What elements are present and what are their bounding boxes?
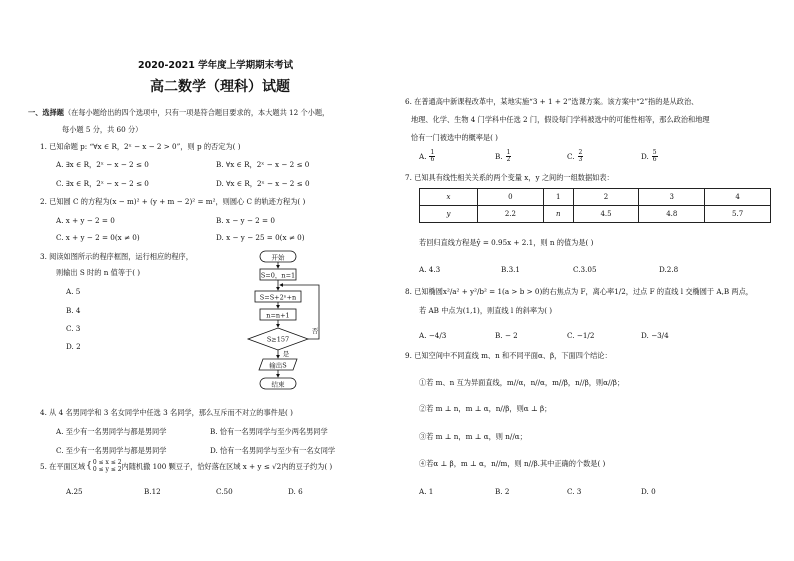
q5-stem-pre: 5. 在平面区域 bbox=[40, 462, 86, 472]
q6-d-den: 6 bbox=[652, 156, 657, 163]
table-cell: 1 bbox=[543, 189, 573, 206]
flow-yes-label: 是 bbox=[282, 350, 290, 358]
q7-data-table bbox=[419, 188, 771, 223]
q4-option-a: A. 至少有一名男同学与都是男同学 bbox=[56, 427, 167, 436]
section1-intro: （在每小题给出的四个选项中，只有一项是符合题目要求的，本大题共 12 个小题， bbox=[63, 108, 330, 117]
flow-condition-label: S≥157 bbox=[266, 335, 290, 344]
table-cell: 3 bbox=[639, 189, 705, 206]
q6-option-a bbox=[419, 150, 435, 163]
q6-d-fraction bbox=[652, 150, 658, 163]
q9-stem: 9. 已知空间中不同直线 m、n 和不同平面α、β，下面四个结论： bbox=[405, 351, 612, 360]
q4-option-c: C. 至少有一名男同学与都是男同学 bbox=[56, 446, 167, 455]
q6-option-b bbox=[495, 150, 511, 163]
q8-option-b: B. − 2 bbox=[495, 331, 518, 340]
flow-end-label: 结束 bbox=[271, 380, 285, 389]
flow-init-label: S=0，n=1 bbox=[260, 271, 296, 280]
q4-stem: 4. 从 4 名男同学和 3 名女同学中任选 3 名同学，那么互斥而不对立的事件是( ) bbox=[40, 408, 293, 417]
program-flowchart bbox=[245, 250, 335, 392]
q4-option-b: B. 恰有一名男同学与至少两名男同学 bbox=[210, 427, 328, 436]
q5-brace: { bbox=[86, 460, 92, 471]
table-header-y: y bbox=[420, 206, 478, 223]
q8-line2: 若 AB 中点为(1,1)，则直线 l 的斜率为( ) bbox=[419, 306, 553, 315]
section1-heading: 一、选择题 bbox=[28, 108, 64, 117]
q7-option-d: D.2.8 bbox=[659, 265, 679, 274]
q5-region-x: 0 ≤ x ≤ 2 bbox=[92, 459, 122, 466]
q7-option-b: B.3.1 bbox=[501, 265, 520, 274]
q3-option-c: C. 3 bbox=[66, 324, 81, 333]
q5-stem bbox=[40, 460, 332, 473]
q6-line3: 恰有一门被选中的概率是( ) bbox=[411, 133, 498, 142]
q3-option-b: B. 4 bbox=[66, 306, 81, 315]
q4-option-d: D. 恰有一名男同学与至少有一名女同学 bbox=[210, 446, 336, 455]
q5-option-a: A.25 bbox=[66, 487, 83, 496]
flow-update-s-label: S=S+2ⁿ+n bbox=[259, 293, 297, 302]
section1-intro-2: 每小题 5 分，共 60 分） bbox=[62, 125, 143, 134]
q1-option-d: D. ∀x ∈ R，2ˣ − x − 2 ≤ 0 bbox=[216, 179, 310, 188]
table-cell: 5.7 bbox=[705, 206, 771, 223]
q6-option-d bbox=[641, 150, 658, 163]
q6-d-num: 5 bbox=[652, 149, 657, 156]
q7-option-c: C.3.05 bbox=[573, 265, 597, 274]
q9-option-b: B. 2 bbox=[495, 487, 510, 496]
q8-option-d: D. −3/4 bbox=[641, 331, 669, 340]
q9-option-d: D. 0 bbox=[641, 487, 656, 496]
q9-option-a: A. 1 bbox=[419, 487, 434, 496]
table-cell: 2.2 bbox=[478, 206, 544, 223]
q9-statement-3: ③若 m ⊥ n，m ⊥ α，则 n//α； bbox=[419, 432, 527, 441]
table-cell: 0 bbox=[478, 189, 544, 206]
q6-c-fraction bbox=[578, 150, 584, 163]
q7-stem: 7. 已知具有线性相关关系的两个变量 x，y 之间的一组数据如表： bbox=[405, 173, 614, 182]
q9-option-c: C. 3 bbox=[567, 487, 582, 496]
q6-line1: 6. 在普通高中新课程改革中，某地实施“3 + 1 + 2”选课方案。该方案中“2”指的是从政治、 bbox=[405, 97, 699, 106]
table-cell: 4.5 bbox=[573, 206, 639, 223]
flow-update-n-label: n=n+1 bbox=[266, 311, 290, 320]
q6-b-num: 1 bbox=[506, 149, 511, 156]
section1-heading-line bbox=[28, 108, 329, 117]
q7-option-a: A. 4.3 bbox=[419, 265, 441, 274]
q9-statement-1: ①若 m、n 互为异面直线，m//α，n//α，m//β，n//β，则α//β； bbox=[419, 378, 625, 387]
q6-a-den: 6 bbox=[430, 156, 435, 163]
table-cell: n bbox=[543, 206, 573, 223]
q6-a-label: A. bbox=[419, 152, 427, 161]
q8-option-c: C. −1/2 bbox=[567, 331, 595, 340]
table-cell: 2 bbox=[573, 189, 639, 206]
flow-output-label: 输出S bbox=[269, 361, 287, 370]
q5-region-y: 0 ≤ y ≤ 2 bbox=[92, 465, 122, 473]
q3-option-d: D. 2 bbox=[66, 342, 81, 351]
q6-c-den: 3 bbox=[578, 156, 583, 163]
table-row bbox=[420, 206, 771, 223]
q9-statement-4: ④若α ⊥ β，m ⊥ α，n//m，则 n//β.其中正确的个数是( ) bbox=[419, 459, 606, 468]
q6-c-num: 2 bbox=[578, 149, 583, 156]
q2-option-a: A. x + y − 2 = 0 bbox=[56, 216, 115, 225]
q6-option-c bbox=[567, 150, 583, 163]
flow-start-label: 开始 bbox=[271, 253, 285, 262]
q6-line2: 地理、化学、生物 4 门学科中任选 2 门，假设每门学科被选中的可能性相等，那么政治和地理 bbox=[411, 115, 710, 124]
q5-option-c: C.50 bbox=[216, 487, 233, 496]
table-cell: 4.8 bbox=[639, 206, 705, 223]
q7-followup: 若回归直线方程是ŷ = 0.95x + 2.1，则 n 的值为是( ) bbox=[419, 238, 594, 247]
q3-stem-2: 则输出 S 时的 n 值等于( ) bbox=[56, 268, 141, 277]
q8-option-a: A. −4/3 bbox=[419, 331, 447, 340]
q9-statement-2: ②若 m ⊥ n，m ⊥ α，n//β，则α ⊥ β； bbox=[419, 404, 552, 413]
table-header-x: x bbox=[420, 189, 478, 206]
q6-d-label: D. bbox=[641, 152, 649, 161]
q5-option-b: B.12 bbox=[144, 487, 161, 496]
q6-b-den: 2 bbox=[506, 156, 511, 163]
q1-option-c: C. ∃x ∈ R，2ˣ − x − 2 ≤ 0 bbox=[56, 179, 149, 188]
q2-option-c: C. x + y − 2 = 0(x ≠ 0) bbox=[56, 233, 140, 242]
q6-b-fraction bbox=[506, 150, 512, 163]
q1-stem: 1. 已知命题 p: “∀x ∈ R，2ˣ − x − 2 > 0”，则 p 的否定为( ) bbox=[40, 142, 241, 151]
q1-option-a: A. ∃x ∈ R，2ˣ − x − 2 ≤ 0 bbox=[56, 160, 149, 169]
exam-title: 2020-2021 学年度上学期期末考试 bbox=[138, 60, 294, 71]
subject-title: 高二数学（理科）试题 bbox=[150, 79, 290, 95]
q8-line1: 8. 已知椭圆x²/a² + y²/b² = 1(a > b > 0)的右焦点为 F，离心率1/2，过点 F 的直线 l 交椭圆于 A,B 两点， bbox=[405, 287, 753, 296]
q6-a-num: 1 bbox=[430, 149, 435, 156]
q6-b-label: B. bbox=[495, 152, 503, 161]
q5-stem-post: 内随机撒 100 颗豆子，恰好落在区域 x + y ≤ √2内的豆子约为( ) bbox=[121, 462, 333, 472]
q3-stem-1: 3. 阅读如图所示的程序框图，运行相应的程序， bbox=[40, 252, 193, 261]
flow-no-label: 否 bbox=[311, 327, 319, 335]
q5-option-d: D. 6 bbox=[288, 487, 303, 496]
q2-option-d: D. x − y − 25 = 0(x ≠ 0) bbox=[216, 233, 305, 242]
table-row bbox=[420, 189, 771, 206]
q3-option-a: A. 5 bbox=[66, 287, 81, 296]
q6-a-fraction bbox=[429, 150, 435, 163]
q6-c-label: C. bbox=[567, 152, 575, 161]
q1-option-b: B. ∀x ∈ R，2ˣ − x − 2 ≤ 0 bbox=[216, 160, 310, 169]
table-cell: 4 bbox=[705, 189, 771, 206]
q5-region bbox=[93, 460, 122, 473]
q2-option-b: B. x − y − 2 = 0 bbox=[216, 216, 275, 225]
q2-stem: 2. 已知圆 C 的方程为(x − m)² + (y + m − 2)² = m²，则圆心 C 的轨迹方程为( ) bbox=[40, 197, 306, 206]
